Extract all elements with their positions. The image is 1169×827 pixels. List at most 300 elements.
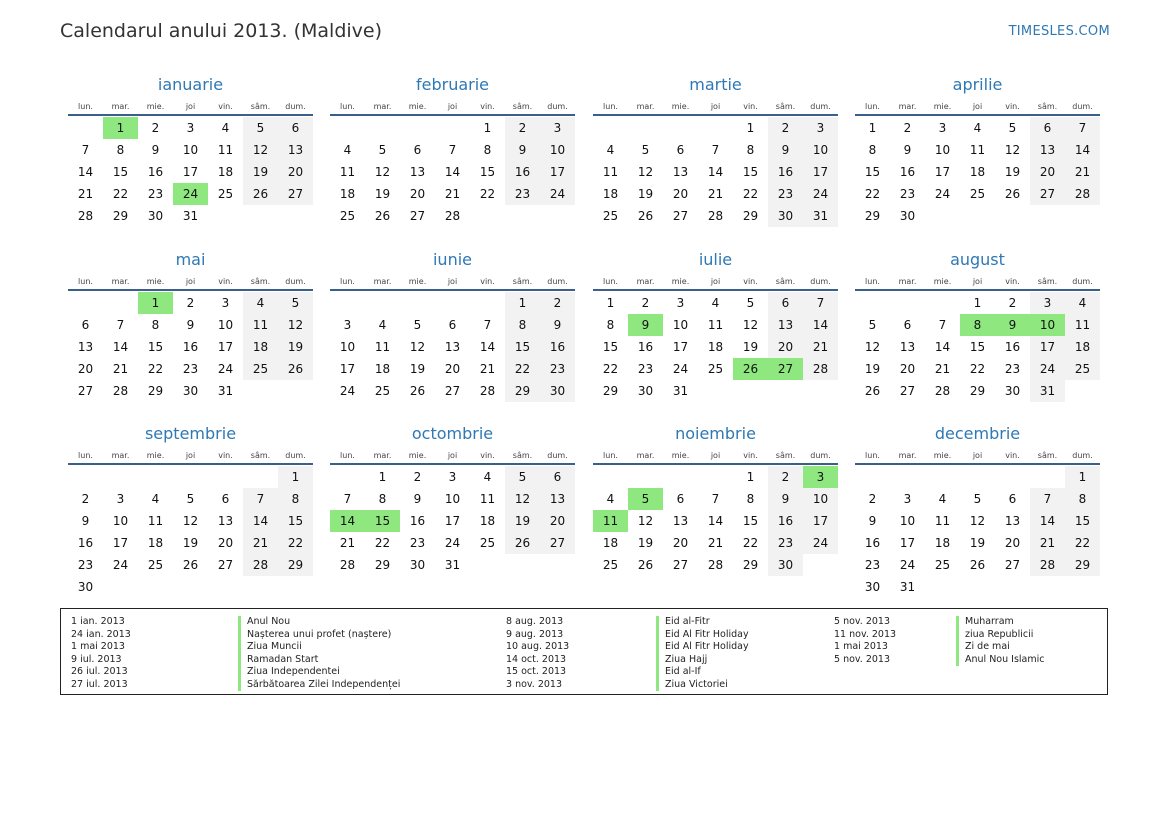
day-cell: 22: [278, 532, 313, 554]
day-cell: 3: [1030, 292, 1065, 314]
day-cell: 1: [973, 296, 982, 310]
day-cell: 19: [864, 362, 881, 376]
day-cell: 11: [374, 340, 391, 354]
day-cell: 12: [243, 139, 278, 161]
legend-holiday-name: Sărbătoarea Zilei Independenței: [238, 679, 400, 692]
weekday-label: vin.: [218, 277, 233, 286]
day-cell: 24: [540, 183, 575, 205]
day-cell: 10: [540, 139, 575, 161]
holiday-legend: [60, 608, 1108, 695]
day-cell: 21: [339, 536, 356, 550]
day-cell: 2: [768, 466, 803, 488]
day-cell: 20: [899, 362, 916, 376]
weekday-label: dum.: [547, 102, 568, 111]
day-cell: 26: [864, 384, 881, 398]
month-ianuarie: [68, 74, 313, 227]
day-cell: 7: [243, 488, 278, 510]
empty-cell: [698, 466, 733, 488]
day-cell: 6: [768, 292, 803, 314]
empty-cell: [330, 292, 365, 314]
day-cell: 1: [868, 121, 877, 135]
weekday-label: joi: [710, 277, 721, 286]
weekday-label: vin.: [1005, 451, 1020, 460]
day-cell: 28: [77, 209, 94, 223]
day-cell: 30: [637, 384, 654, 398]
day-cell: 18: [339, 187, 356, 201]
day-cell: 6: [903, 318, 912, 332]
day-cell: 3: [540, 117, 575, 139]
day-cell: 20: [768, 336, 803, 358]
weekday-label: joi: [447, 102, 458, 111]
day-cell: 8: [606, 318, 615, 332]
day-cell: 8: [868, 143, 877, 157]
day-cell: 15: [278, 510, 313, 532]
day-grid: [593, 292, 838, 402]
day-cell: 28: [803, 358, 838, 380]
day-cell: 30: [899, 209, 916, 223]
day-grid: [68, 292, 313, 402]
day-cell: 23: [1004, 362, 1021, 376]
day-cell: 12: [742, 318, 759, 332]
weekday-label: mar.: [636, 277, 655, 286]
day-cell: 14: [934, 340, 951, 354]
weekday-label: lun.: [603, 277, 618, 286]
day-cell: 9: [413, 492, 422, 506]
day-cell: 8: [483, 143, 492, 157]
month-name: aprilie: [952, 75, 1003, 94]
day-cell: 26: [637, 558, 654, 572]
month-name: iunie: [432, 250, 472, 269]
day-cell: 6: [676, 492, 685, 506]
day-cell: 11: [707, 318, 724, 332]
legend-holiday-name: Eid Al Fitr Holiday: [656, 641, 749, 654]
day-cell: 15: [505, 336, 540, 358]
weekday-label: mie.: [146, 451, 165, 460]
day-grid: [68, 466, 313, 598]
day-cell: 23: [768, 183, 803, 205]
day-cell: 16: [1004, 340, 1021, 354]
day-cell: 23: [637, 362, 654, 376]
day-cell: 22: [742, 536, 759, 550]
month-name: octombrie: [411, 424, 494, 443]
weekday-label: mie.: [408, 277, 427, 286]
empty-cell: [365, 117, 400, 139]
weekday-label: mar.: [111, 102, 130, 111]
weekday-header: [593, 277, 838, 291]
empty-cell: [663, 117, 698, 139]
day-cell: 2: [186, 296, 195, 310]
day-cell: 7: [116, 318, 125, 332]
day-cell: 28: [339, 558, 356, 572]
day-cell: 6: [676, 143, 685, 157]
month-decembrie: [855, 423, 1100, 598]
day-cell: 2: [81, 492, 90, 506]
weekday-label: lun.: [603, 451, 618, 460]
day-cell: 4: [243, 292, 278, 314]
day-cell: 13: [540, 488, 575, 510]
weekday-label: sâm.: [775, 102, 796, 111]
legend-holiday-name: Eid al-Fitr: [656, 616, 749, 629]
month-name: august: [950, 250, 1005, 269]
day-cell: 23: [864, 558, 881, 572]
legend-holiday-name: Ziua Hajj: [656, 654, 749, 667]
weekday-header: [68, 277, 313, 291]
day-cell: 10: [803, 139, 838, 161]
day-cell: 29: [374, 558, 391, 572]
day-cell: 30: [540, 380, 575, 402]
day-cell: 13: [768, 314, 803, 336]
day-cell: 13: [672, 165, 689, 179]
day-cell: 7: [448, 143, 457, 157]
weekday-label: sâm.: [250, 451, 271, 460]
legend-holiday-name: Eid Al Fitr Holiday: [656, 629, 749, 642]
day-cell: 2: [540, 292, 575, 314]
day-cell: 10: [899, 514, 916, 528]
weekday-label: sâm.: [512, 277, 533, 286]
holiday-day-cell: 9: [628, 314, 663, 336]
day-cell: 7: [711, 143, 720, 157]
day-cell: 19: [637, 536, 654, 550]
empty-cell: [960, 466, 995, 488]
legend-names-1: [238, 616, 400, 691]
day-cell: 19: [182, 536, 199, 550]
empty-cell: [470, 292, 505, 314]
day-cell: 8: [151, 318, 160, 332]
day-cell: 15: [147, 340, 164, 354]
day-cell: 4: [1065, 292, 1100, 314]
legend-names-2: [656, 616, 749, 691]
day-cell: 6: [278, 117, 313, 139]
day-cell: 26: [243, 183, 278, 205]
day-cell: 26: [278, 358, 313, 380]
weekday-label: lun.: [340, 451, 355, 460]
day-cell: 21: [243, 532, 278, 554]
day-cell: 17: [217, 340, 234, 354]
day-cell: 7: [483, 318, 492, 332]
day-cell: 20: [540, 510, 575, 532]
holiday-day-cell: 27: [768, 358, 803, 380]
weekday-label: sâm.: [250, 102, 271, 111]
day-cell: 20: [1030, 161, 1065, 183]
day-cell: 30: [182, 384, 199, 398]
day-grid: [330, 466, 575, 576]
weekday-label: joi: [710, 451, 721, 460]
day-cell: 5: [746, 296, 755, 310]
day-cell: 23: [540, 358, 575, 380]
empty-cell: [855, 292, 890, 314]
day-cell: 5: [973, 492, 982, 506]
day-cell: 24: [803, 183, 838, 205]
month-name: februarie: [415, 75, 490, 94]
day-cell: 8: [505, 314, 540, 336]
day-cell: 25: [147, 558, 164, 572]
weekday-label: sâm.: [250, 277, 271, 286]
day-cell: 29: [147, 384, 164, 398]
day-cell: 13: [77, 340, 94, 354]
day-cell: 13: [217, 514, 234, 528]
day-cell: 22: [374, 536, 391, 550]
day-cell: 13: [1004, 514, 1021, 528]
day-cell: 17: [934, 165, 951, 179]
day-cell: 29: [602, 384, 619, 398]
empty-cell: [855, 466, 890, 488]
legend-dates-2: [506, 616, 569, 691]
empty-cell: [400, 292, 435, 314]
day-cell: 1: [746, 470, 755, 484]
weekday-label: mie.: [933, 102, 952, 111]
day-grid: [593, 117, 838, 227]
day-cell: 7: [81, 143, 90, 157]
day-cell: 19: [637, 187, 654, 201]
day-cell: 17: [444, 514, 461, 528]
weekday-label: vin.: [480, 277, 495, 286]
weekday-label: lun.: [865, 102, 880, 111]
empty-cell: [435, 117, 470, 139]
empty-cell: [400, 117, 435, 139]
legend-date: 27 iul. 2013: [71, 678, 128, 690]
day-cell: 25: [374, 384, 391, 398]
day-cell: 5: [868, 318, 877, 332]
day-cell: 24: [672, 362, 689, 376]
day-cell: 18: [374, 362, 391, 376]
day-cell: 17: [803, 161, 838, 183]
day-cell: 4: [606, 492, 615, 506]
weekday-label: sâm.: [512, 102, 533, 111]
day-cell: 15: [742, 165, 759, 179]
holiday-day-cell: 1: [138, 292, 173, 314]
day-cell: 17: [803, 510, 838, 532]
month-martie: [593, 74, 838, 227]
site-link[interactable]: TIMESLES.COM: [1008, 24, 1110, 39]
weekday-header: [68, 451, 313, 465]
day-cell: 28: [707, 209, 724, 223]
day-cell: 20: [217, 536, 234, 550]
day-cell: 29: [112, 209, 129, 223]
weekday-header: [593, 451, 838, 465]
weekday-label: mie.: [933, 277, 952, 286]
weekday-label: dum.: [547, 277, 568, 286]
day-cell: 6: [1030, 117, 1065, 139]
weekday-label: dum.: [285, 277, 306, 286]
weekday-label: dum.: [1072, 451, 1093, 460]
empty-cell: [435, 292, 470, 314]
weekday-label: mar.: [636, 102, 655, 111]
day-cell: 25: [243, 358, 278, 380]
empty-cell: [68, 117, 103, 139]
weekday-label: joi: [185, 451, 196, 460]
day-cell: 11: [969, 143, 986, 157]
day-cell: 5: [505, 466, 540, 488]
day-cell: 27: [444, 384, 461, 398]
day-cell: 8: [746, 492, 755, 506]
day-cell: 14: [1065, 139, 1100, 161]
day-grid: [330, 292, 575, 402]
day-cell: 18: [147, 536, 164, 550]
empty-cell: [925, 292, 960, 314]
day-cell: 10: [112, 514, 129, 528]
day-cell: 20: [444, 362, 461, 376]
day-cell: 15: [479, 165, 496, 179]
day-cell: 26: [637, 209, 654, 223]
empty-cell: [628, 466, 663, 488]
weekday-label: lun.: [865, 451, 880, 460]
day-cell: 18: [243, 336, 278, 358]
day-cell: 16: [768, 510, 803, 532]
day-cell: 6: [448, 318, 457, 332]
day-cell: 23: [505, 183, 540, 205]
day-cell: 11: [934, 514, 951, 528]
day-cell: 3: [938, 121, 947, 135]
day-cell: 18: [479, 514, 496, 528]
day-cell: 5: [243, 117, 278, 139]
holiday-day-cell: 15: [365, 510, 400, 532]
month-aprilie: [855, 74, 1100, 227]
empty-cell: [925, 466, 960, 488]
day-cell: 14: [707, 514, 724, 528]
weekday-label: sâm.: [512, 451, 533, 460]
day-cell: 26: [374, 209, 391, 223]
month-august: [855, 249, 1100, 402]
day-cell: 19: [969, 536, 986, 550]
day-cell: 17: [1030, 336, 1065, 358]
day-cell: 24: [112, 558, 129, 572]
day-cell: 22: [742, 187, 759, 201]
weekday-label: mar.: [636, 451, 655, 460]
day-cell: 14: [1030, 510, 1065, 532]
weekday-label: mie.: [408, 451, 427, 460]
day-cell: 27: [1030, 183, 1065, 205]
day-cell: 2: [768, 117, 803, 139]
day-cell: 30: [1004, 384, 1021, 398]
day-cell: 23: [147, 187, 164, 201]
day-cell: 19: [1004, 165, 1021, 179]
day-cell: 20: [672, 187, 689, 201]
month-iunie: [330, 249, 575, 402]
month-februarie: [330, 74, 575, 227]
day-cell: 13: [278, 139, 313, 161]
day-cell: 27: [217, 558, 234, 572]
weekday-label: vin.: [1005, 277, 1020, 286]
day-cell: 12: [864, 340, 881, 354]
legend-date: 11 nov. 2013: [834, 628, 897, 640]
day-cell: 3: [803, 117, 838, 139]
legend-date: 14 oct. 2013: [506, 653, 567, 665]
day-cell: 21: [707, 536, 724, 550]
day-cell: 5: [413, 318, 422, 332]
weekday-label: mar.: [111, 277, 130, 286]
empty-cell: [173, 466, 208, 488]
day-cell: 20: [278, 161, 313, 183]
weekday-label: joi: [185, 102, 196, 111]
day-cell: 30: [768, 554, 803, 576]
holiday-day-cell: 24: [173, 183, 208, 205]
day-cell: 25: [602, 558, 619, 572]
weekday-label: mar.: [111, 451, 130, 460]
day-cell: 19: [505, 510, 540, 532]
day-cell: 10: [182, 143, 199, 157]
day-cell: 20: [77, 362, 94, 376]
weekday-label: joi: [972, 451, 983, 460]
day-cell: 8: [116, 143, 125, 157]
day-cell: 28: [243, 554, 278, 576]
day-cell: 10: [672, 318, 689, 332]
empty-cell: [698, 117, 733, 139]
day-cell: 27: [899, 384, 916, 398]
day-cell: 19: [742, 340, 759, 354]
day-cell: 5: [278, 292, 313, 314]
weekday-header: [593, 102, 838, 116]
weekday-label: mie.: [146, 102, 165, 111]
weekday-label: sâm.: [1037, 277, 1058, 286]
day-cell: 7: [938, 318, 947, 332]
day-cell: 12: [1004, 143, 1021, 157]
weekday-label: dum.: [1072, 102, 1093, 111]
day-cell: 26: [409, 384, 426, 398]
day-cell: 6: [1008, 492, 1017, 506]
day-cell: 25: [1065, 358, 1100, 380]
day-cell: 16: [768, 161, 803, 183]
day-cell: 16: [540, 336, 575, 358]
day-cell: 21: [803, 336, 838, 358]
day-cell: 7: [803, 292, 838, 314]
day-cell: 21: [112, 362, 129, 376]
day-cell: 8: [1065, 488, 1100, 510]
day-cell: 7: [1030, 488, 1065, 510]
day-cell: 27: [278, 183, 313, 205]
legend-holiday-name: Zi de mai: [956, 641, 1045, 654]
weekday-label: lun.: [865, 277, 880, 286]
weekday-label: sâm.: [775, 277, 796, 286]
day-cell: 16: [505, 161, 540, 183]
empty-cell: [1030, 466, 1065, 488]
legend-holiday-name: Ziua Victoriei: [656, 679, 749, 692]
day-cell: 21: [934, 362, 951, 376]
day-cell: 11: [147, 514, 164, 528]
day-cell: 25: [707, 362, 724, 376]
day-cell: 3: [221, 296, 230, 310]
day-cell: 7: [711, 492, 720, 506]
month-mai: [68, 249, 313, 402]
legend-holiday-name: Anul Nou Islamic: [956, 654, 1045, 667]
day-cell: 6: [540, 466, 575, 488]
month-name: iulie: [698, 250, 733, 269]
day-cell: 10: [803, 488, 838, 510]
day-cell: 19: [243, 161, 278, 183]
day-cell: 15: [602, 340, 619, 354]
day-cell: 19: [409, 362, 426, 376]
day-cell: 12: [374, 165, 391, 179]
holiday-day-cell: 9: [995, 314, 1030, 336]
day-cell: 18: [217, 165, 234, 179]
legend-date: 1 ian. 2013: [71, 616, 125, 627]
holiday-day-cell: 8: [960, 314, 995, 336]
weekday-label: lun.: [78, 277, 93, 286]
weekday-label: mie.: [408, 102, 427, 111]
empty-cell: [628, 117, 663, 139]
day-cell: 4: [221, 121, 230, 135]
day-cell: 23: [409, 536, 426, 550]
month-name: ianuarie: [157, 75, 224, 94]
day-cell: 29: [742, 209, 759, 223]
legend-holiday-name: Eid al-If: [656, 666, 749, 679]
day-cell: 20: [1004, 536, 1021, 550]
day-cell: 12: [409, 340, 426, 354]
day-cell: 22: [969, 362, 986, 376]
day-cell: 18: [1065, 336, 1100, 358]
day-cell: 4: [343, 143, 352, 157]
day-cell: 17: [899, 536, 916, 550]
empty-cell: [593, 117, 628, 139]
